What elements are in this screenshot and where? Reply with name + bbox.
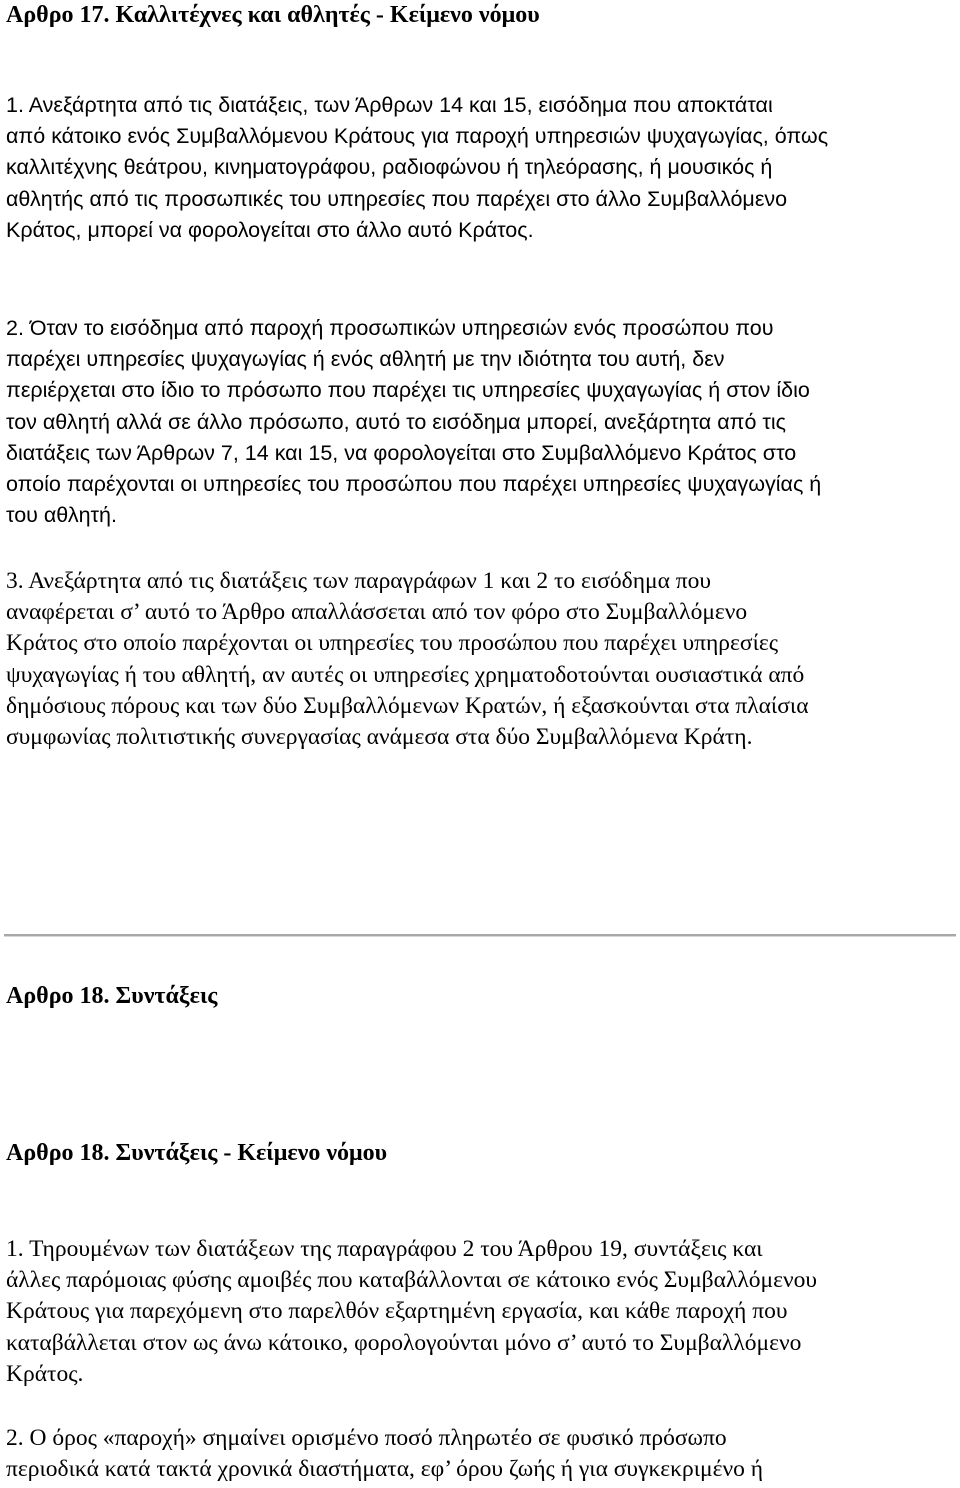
text-line: του αθλητή. [6,503,117,528]
text-line: Κράτος, μπορεί να φορολογείται στο άλλο αυτό Κράτος. [6,217,534,242]
text-line: άλλες παρόμοιας φύσης αμοιβές που καταβάλλονται σε κάτοικο ενός Συμβαλλόμενου [6,1267,817,1294]
article-18-paragraph-2 [6,1423,763,1485]
text-line: 3. Ανεξάρτητα από τις διατάξεις των παραγράφων 1 και 2 το εισόδημα που [6,568,712,594]
text-line: ψυχαγωγίας ή του αθλητή, αν αυτές οι υπηρεσίες χρηματοδοτούνται ουσιαστικά από [6,661,805,688]
text-line: Κράτος στο οποίο παρέχονται οι υπηρεσίες του προσώπου που παρέχει υπηρεσίες [6,630,779,657]
article-17-heading: Αρθρο 17. Καλλιτέχνες και αθλητές - Κείμενο νόμου [6,2,540,28]
text-line: τον αθλητή αλλά σε άλλο πρόσωπο, αυτό το εισόδημα μπορεί, ανεξάρτητα από τις [6,409,787,434]
text-line: αναφέρεται σ’ αυτό το Άρθρο απαλλάσσεται από τον φόρο στο Συμβαλλόμενο [6,599,748,626]
text-line: καταβάλλεται στον ως άνω κάτοικο, φορολογούνται μόνο σ’ αυτό το Συμβαλλόμενο [6,1329,802,1356]
text-line: περιοδικά κατά τακτά χρονικά διαστήματα, εφ’ όρου ζωής ή για συγκεκριμένο ή [6,1456,764,1483]
text-line: οποίο παρέχονται οι υπηρεσίες του προσώπου που παρέχει υπηρεσίες ψυχαγωγίας ή [6,472,822,497]
text-line: δημόσιους πόρους και των δύο Συμβαλλόμενων Κρατών, ή εξασκούνται στα πλαίσια [6,692,809,719]
text-line: 2. Ο όρος «παροχή» σημαίνει ορισμένο ποσό πληρωτέο σε φυσικό πρόσωπο [6,1425,727,1451]
article-17-paragraph-3 [6,566,809,753]
article-18-law-heading: Αρθρο 18. Συντάξεις - Κείμενο νόμου [6,1140,388,1166]
horizontal-divider [4,934,956,937]
article-18-paragraph-1 [6,1234,817,1390]
text-line: περιέρχεται στο ίδιο το πρόσωπο που παρέχει τις υπηρεσίες ψυχαγωγίας ή στον ίδιο [6,378,810,403]
text-line: διατάξεις των Άρθρων 7, 14 και 15, να φορολογείται στο Συμβαλλόμενο Κράτος στο [6,440,797,465]
text-line: αθλητής από τις προσωπικές του υπηρεσίες που παρέχει στο άλλο Συμβαλλόμενο [6,186,788,211]
text-line: 2. Όταν το εισόδημα από παροχή προσωπικών υπηρεσιών ενός προσώπου που [6,316,774,340]
text-line: 1. Ανεξάρτητα από τις διατάξεις, των Άρθρων 14 και 15, εισόδημα που αποκτάται [6,93,773,117]
text-line: συμφωνίας πολιτιστικής συνεργασίας ανάμεσα στα δύο Συμβαλλόμενα Κράτη. [6,724,753,751]
article-18-heading: Αρθρο 18. Συντάξεις [6,983,218,1009]
text-line: 1. Τηρουμένων των διατάξεων της παραγράφου 2 του Άρθρου 19, συντάξεις και [6,1236,763,1262]
article-17-paragraph-2 [6,313,821,531]
text-line: από κάτοικο ενός Συμβαλλόμενου Κράτους για παροχή υπηρεσιών ψυχαγωγίας, όπως [6,124,829,149]
text-line: Κράτος. [6,1360,84,1387]
article-17-paragraph-1 [6,90,828,246]
text-line: καλλιτέχνης θεάτρου, κινηματογράφου, ραδιοφώνου ή τηλεόρασης, ή μουσικός ή [6,155,773,180]
text-line: Κράτους για παρεχόμενη στο παρελθόν εξαρτημένη εργασία, και κάθε παροχή που [6,1298,788,1325]
text-line: παρέχει υπηρεσίες ψυχαγωγίας ή ενός αθλητή με την ιδιότητα του αυτή, δεν [6,347,725,372]
